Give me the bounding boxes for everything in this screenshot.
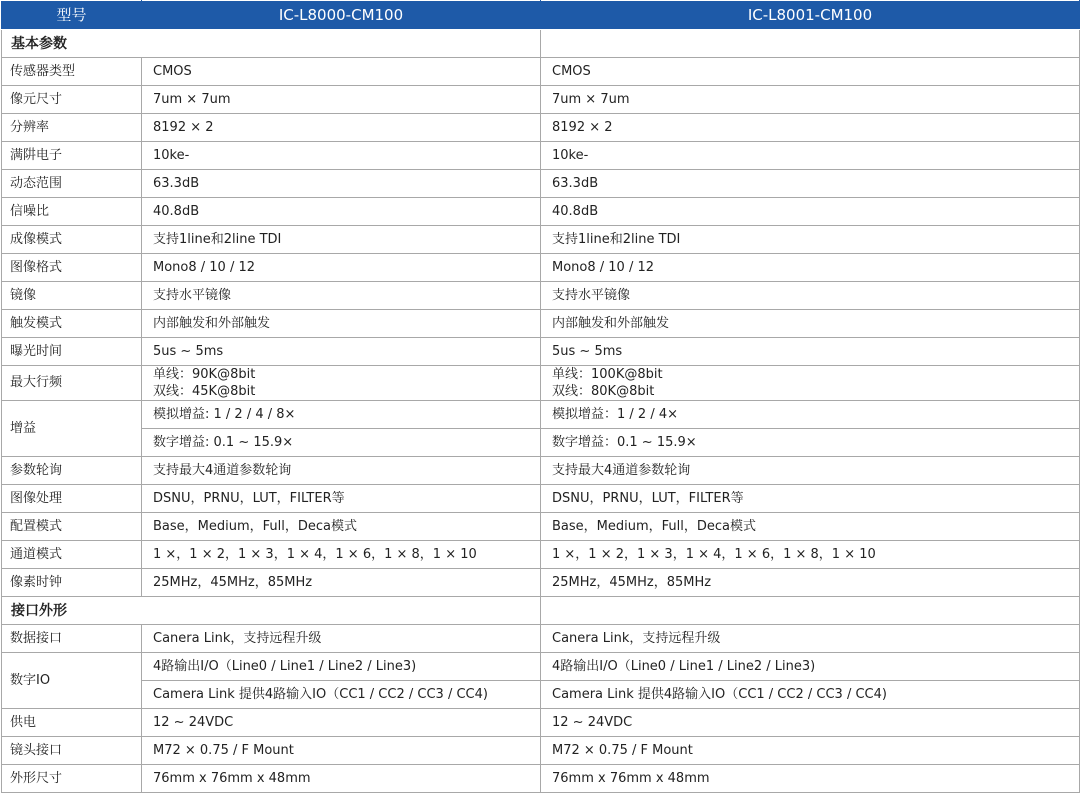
table-row: [2, 170, 1080, 198]
value-line: 双线：45K@8bit: [153, 384, 256, 399]
model-1-value: Camera Link 提供4路输入IO（CC1 / CC2 / CC3 / CC4): [142, 681, 541, 709]
table-row: [2, 485, 1080, 513]
model-1-value: 12 ~ 24VDC: [142, 709, 541, 737]
table-body: [2, 30, 1080, 793]
multiline-value: [552, 366, 1079, 400]
row-label: 触发模式: [2, 310, 142, 338]
model-1-value: 76mm x 76mm x 48mm: [142, 765, 541, 793]
model-2-value: 模拟增益：1 / 2 / 4×: [541, 401, 1080, 429]
section-row: [2, 30, 1080, 58]
row-label: 最大行频: [2, 366, 142, 401]
table-row: [2, 226, 1080, 254]
row-label: 传感器类型: [2, 58, 142, 86]
section-empty-cell: [541, 30, 1080, 58]
model-1-value: 4路输出I/O（Line0 / Line1 / Line2 / Line3): [142, 653, 541, 681]
value-line: 单线：100K@8bit: [552, 367, 663, 382]
row-label: 镜像: [2, 282, 142, 310]
model-1-value: 1 ×，1 × 2，1 × 3，1 × 4，1 × 6，1 × 8，1 × 10: [142, 541, 541, 569]
model-1-value: 数字增益: 0.1 ~ 15.9×: [142, 429, 541, 457]
model-1-value: [142, 366, 541, 401]
row-label: 通道模式: [2, 541, 142, 569]
table-row: [2, 653, 1080, 681]
row-label: 动态范围: [2, 170, 142, 198]
model-2-value: [541, 366, 1080, 401]
row-label: 图像格式: [2, 254, 142, 282]
model-2-value: 25MHz，45MHz，85MHz: [541, 569, 1080, 597]
row-label: 曝光时间: [2, 338, 142, 366]
row-label: 镜头接口: [2, 737, 142, 765]
model-1-value: 40.8dB: [142, 198, 541, 226]
model-1-value: 支持水平镜像: [142, 282, 541, 310]
header-model-2: IC-L8001-CM100: [541, 1, 1080, 30]
model-2-value: Canera Link，支持远程升级: [541, 625, 1080, 653]
model-1-value: CMOS: [142, 58, 541, 86]
model-1-value: 10ke-: [142, 142, 541, 170]
model-1-value: 25MHz，45MHz，85MHz: [142, 569, 541, 597]
model-1-value: 模拟增益: 1 / 2 / 4 / 8×: [142, 401, 541, 429]
table-row: [2, 513, 1080, 541]
section-title: 基本参数: [2, 30, 541, 58]
table-row: [2, 366, 1080, 401]
model-1-value: 5us ~ 5ms: [142, 338, 541, 366]
model-2-value: 10ke-: [541, 142, 1080, 170]
table-row: [2, 58, 1080, 86]
model-2-value: Mono8 / 10 / 12: [541, 254, 1080, 282]
model-1-value: Base，Medium，Full，Deca模式: [142, 513, 541, 541]
model-2-value: 支持1line和2line TDI: [541, 226, 1080, 254]
section-empty-cell: [541, 597, 1080, 625]
table-row: [2, 142, 1080, 170]
value-line: 单线：90K@8bit: [153, 367, 256, 382]
table-row: [2, 114, 1080, 142]
model-2-value: M72 × 0.75 / F Mount: [541, 737, 1080, 765]
model-1-value: 8192 × 2: [142, 114, 541, 142]
table-row: [2, 765, 1080, 793]
spec-table: [1, 0, 1080, 793]
model-1-value: 支持1line和2line TDI: [142, 226, 541, 254]
row-label: 分辨率: [2, 114, 142, 142]
multiline-value: [153, 366, 540, 400]
section-row: [2, 597, 1080, 625]
model-2-value: 12 ~ 24VDC: [541, 709, 1080, 737]
model-2-value: 40.8dB: [541, 198, 1080, 226]
model-2-value: 5us ~ 5ms: [541, 338, 1080, 366]
model-1-value: M72 × 0.75 / F Mount: [142, 737, 541, 765]
row-label: 信噪比: [2, 198, 142, 226]
model-2-value: 数字增益：0.1 ~ 15.9×: [541, 429, 1080, 457]
table-row: [2, 282, 1080, 310]
model-2-value: 支持最大4通道参数轮询: [541, 457, 1080, 485]
header-model-1: IC-L8000-CM100: [142, 1, 541, 30]
row-label: 数字IO: [2, 653, 142, 709]
table-row: [2, 457, 1080, 485]
table-row: [2, 310, 1080, 338]
model-1-value: 7um × 7um: [142, 86, 541, 114]
table-row: [2, 569, 1080, 597]
section-title: 接口外形: [2, 597, 541, 625]
model-2-value: CMOS: [541, 58, 1080, 86]
row-label: 像素时钟: [2, 569, 142, 597]
table-row: [2, 254, 1080, 282]
model-2-value: Camera Link 提供4路输入IO（CC1 / CC2 / CC3 / CC4): [541, 681, 1080, 709]
row-label: 供电: [2, 709, 142, 737]
header-row: [2, 1, 1080, 30]
table-row: [2, 198, 1080, 226]
model-2-value: 7um × 7um: [541, 86, 1080, 114]
model-2-value: 4路输出I/O（Line0 / Line1 / Line2 / Line3): [541, 653, 1080, 681]
model-2-value: 1 ×，1 × 2，1 × 3，1 × 4，1 × 6，1 × 8，1 × 10: [541, 541, 1080, 569]
model-1-value: 63.3dB: [142, 170, 541, 198]
table-row: [2, 541, 1080, 569]
table-row: [2, 709, 1080, 737]
row-label: 配置模式: [2, 513, 142, 541]
table-row: [2, 429, 1080, 457]
value-line: 双线：80K@8bit: [552, 384, 655, 399]
model-1-value: 支持最大4通道参数轮询: [142, 457, 541, 485]
table-header: [2, 1, 1080, 30]
model-2-value: 63.3dB: [541, 170, 1080, 198]
table-row: [2, 625, 1080, 653]
model-2-value: Base，Medium，Full，Deca模式: [541, 513, 1080, 541]
model-2-value: 76mm x 76mm x 48mm: [541, 765, 1080, 793]
header-model-label: 型号: [2, 1, 142, 30]
model-1-value: 内部触发和外部触发: [142, 310, 541, 338]
row-label: 满阱电子: [2, 142, 142, 170]
model-2-value: 8192 × 2: [541, 114, 1080, 142]
table-row: [2, 338, 1080, 366]
model-2-value: DSNU，PRNU，LUT，FILTER等: [541, 485, 1080, 513]
model-2-value: 内部触发和外部触发: [541, 310, 1080, 338]
row-label: 图像处理: [2, 485, 142, 513]
row-label: 外形尺寸: [2, 765, 142, 793]
model-2-value: 支持水平镜像: [541, 282, 1080, 310]
row-label: 增益: [2, 401, 142, 457]
row-label: 像元尺寸: [2, 86, 142, 114]
table-row: [2, 681, 1080, 709]
table-row: [2, 737, 1080, 765]
row-label: 参数轮询: [2, 457, 142, 485]
model-1-value: DSNU，PRNU，LUT，FILTER等: [142, 485, 541, 513]
row-label: 成像模式: [2, 226, 142, 254]
model-1-value: Canera Link，支持远程升级: [142, 625, 541, 653]
model-1-value: Mono8 / 10 / 12: [142, 254, 541, 282]
table-row: [2, 86, 1080, 114]
table-row: [2, 401, 1080, 429]
row-label: 数据接口: [2, 625, 142, 653]
